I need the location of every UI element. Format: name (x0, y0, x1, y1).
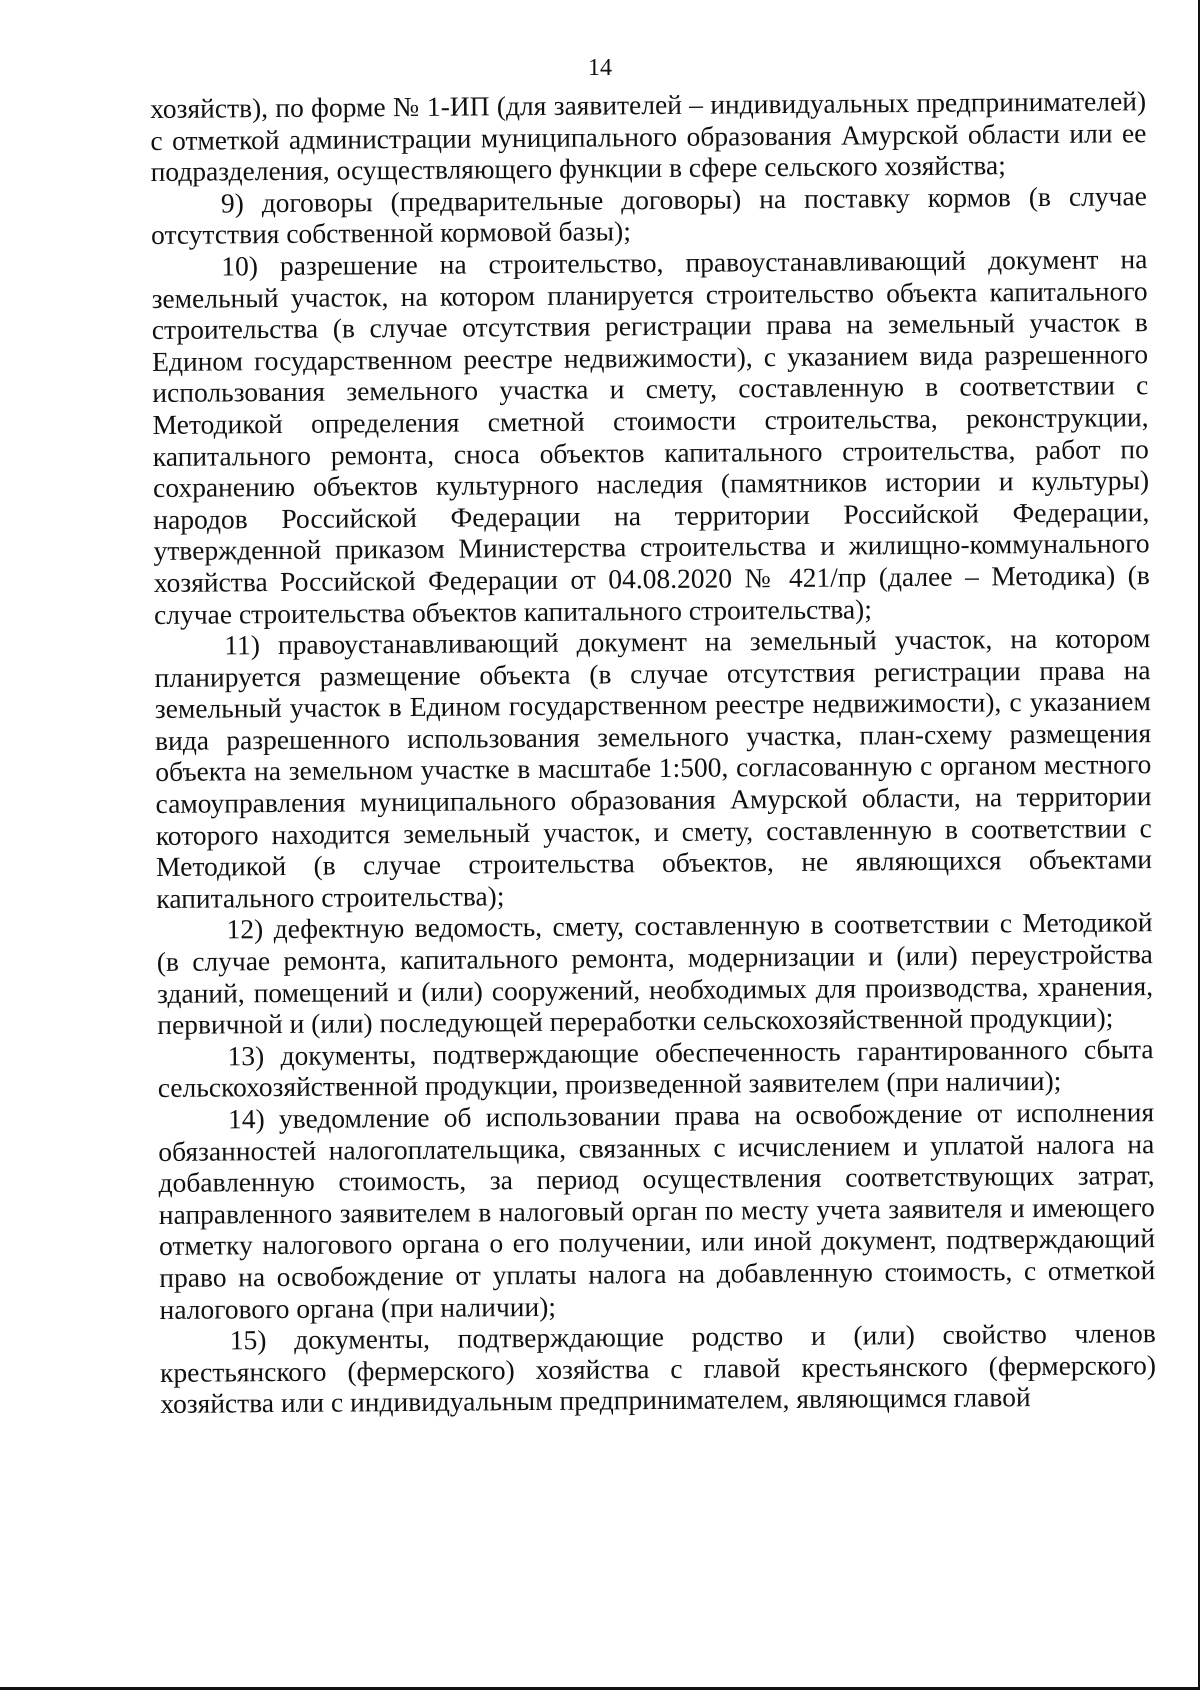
paragraph-item-15: 15) документы, подтверждающие родство и (или) свойство членов крестьянского (фермерского) хозяйства с главой крестьянского (фермерского) хозяйства или с индивидуальным предпринимателем, являющимся главой (159, 1317, 1157, 1420)
paragraph-item-9: 9) договоры (предварительные договоры) на поставку кормов (в случае отсутствия собственной кормовой базы); (150, 179, 1147, 251)
document-body (150, 85, 1156, 1420)
paragraph-item-13: 13) документы, подтверждающие обеспеченность гарантированного сбыта сельскохозяйственной продукции, произведенной заявителем (при наличии); (157, 1032, 1154, 1104)
page-number: 14 (588, 55, 612, 81)
paragraph-item-10: 10) разрешение на строительство, правоустанавливающий документ на земельный участок, на котором планируется строительство объекта капитального строительства (в случае отсутствия регистрации права на земельный участок в Едином государственном реестре недвижимости), с указанием вида разрешенного использования земельного участка и смету, составленную в соответствии с Методикой определения сметной стоимости строительства, реконструкции, капитального ремонта, сноса объектов капитального строительства, работ по сохранению объектов культурного наследия (памятников истории и культуры) народов Российской Федерации на территории Российской Федерации, утвержденной приказом Министерства строительства и жилищно-коммунального хозяйства Российской Федерации от 04.08.2020 № 421/пр (далее – Методика) (в случае строительства объектов капитального строительства); (151, 243, 1150, 630)
paragraph-item-14: 14) уведомление об использовании права на освобождение от исполнения обязанностей налогоплательщика, связанных с исчислением и уплатой налога на добавленную стоимость, за период осуществления соответствующих затрат, направленного заявителем в налоговый орган по месту учета заявителя и имеющего отметку налогового органа о его получении, или иной документ, подтверждающий право на освобождение от уплаты налога на добавленную стоимость, с отметкой налогового органа (при наличии); (158, 1096, 1156, 1325)
paragraph-item-12: 12) дефектную ведомость, смету, составленную в соответствии с Методикой (в случае ремонта, капитального ремонта, модернизации и (или) переустройства зданий, помещений и (или) сооружений, необходимых для производства, хранения, первичной и (или) последующей переработки сельскохозяйственной продукции); (156, 906, 1154, 1041)
paragraph-item-11: 11) правоустанавливающий документ на земельный участок, на котором планируется размещение объекта (в случае отсутствия регистрации права на земельный участок в Едином государственном реестре недвижимости), с указанием вида разрешенного использования земельного участка, план-схему размещения объекта на земельном участке в масштабе 1:500, согласованную с органом местного самоуправления муниципального образования Амурской области, на территории которого находится земельный участок, и смету, составленную в соответствии с Методикой (в случае строительства объектов, не являющихся объектами капитального строительства); (154, 622, 1153, 914)
paragraph-continuation: хозяйств), по форме № 1-ИП (для заявителей – индивидуальных предпринимателей) с отметкой администрации муниципального образования Амурской области или ее подразделения, осуществляющего функции в сфере сельского хозяйства; (150, 85, 1147, 188)
